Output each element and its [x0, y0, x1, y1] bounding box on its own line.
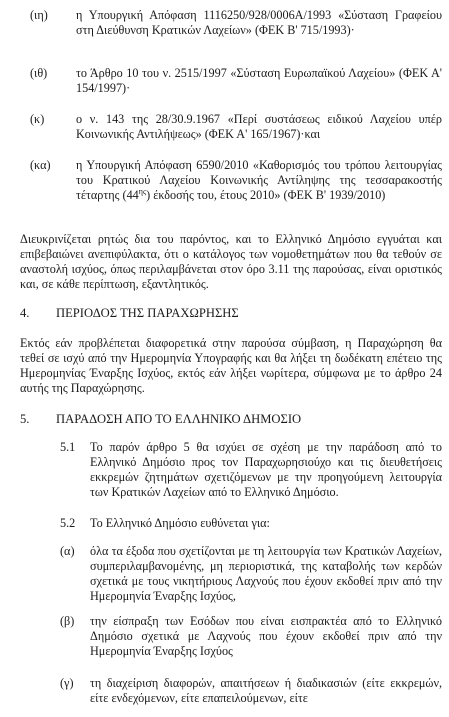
- section-title: ΠΑΡΑΔΟΣΗ ΑΠΟ ΤΟ ΕΛΛΗΝΙΚΟ ΔΗΜΟΣΙΟ: [56, 412, 302, 426]
- sub-item-label: (β): [60, 614, 75, 628]
- sub-list-item: [60, 544, 442, 604]
- ordinal-superscript: ης: [138, 186, 147, 196]
- item-label: (ιη): [30, 8, 48, 22]
- list-item: [30, 66, 442, 96]
- clause-number: 5.1: [60, 440, 76, 454]
- clause-text: Το παρόν άρθρο 5 θα ισχύει σε σχέση με την παράδοση από το Ελληνικό Δημόσιο προς τον Παραχωρησιούχο και τις διευθετήσεις εκκρεμών ζητημάτων σχετιζόμενων με την προηγούμενη λειτουργία των Κρατικών Λαχείων από το Ελληνικό Δημόσιο.: [90, 440, 442, 499]
- item-text: η Υπουργική Απόφαση 6590/2010 «Καθορισμός του τρόπου λειτουργίας του Κρατικού Λαχείου Κοινωνικής Αντίληψης της τεσσαρακοστής τέταρτης $(44^{\eta\varsigma})$ έκδοσής του, έτους 2010» (ΦΕΚ Β' 1939/2010): [76, 158, 442, 202]
- item-label: (ιθ): [30, 66, 48, 80]
- sub-list-item: [60, 614, 442, 659]
- item-text: ο ν. 143 της 28/30.9.1967 «Περί συστάσεως ειδικού Λαχείου υπέρ Κοινωνικής Αντιλήψεως» (ΦΕΚ Α' 165/1967)·και: [76, 112, 442, 141]
- clause: [60, 440, 442, 500]
- clause-text: Το Ελληνικό Δημόσιο ευθύνεται για:: [90, 516, 270, 530]
- sub-list-item: [60, 676, 442, 706]
- list-item: [30, 158, 442, 203]
- clause-number: 5.2: [60, 516, 76, 530]
- list-item: [30, 8, 442, 38]
- list-item: [30, 112, 442, 142]
- item-text: η Υπουργική Απόφαση 1116250/928/0006Α/1993 «Σύσταση Γραφείου στη Διεύθυνση Κρατικών Λαχείων» (ΦΕΚ Β' 715/1993)·: [76, 8, 442, 37]
- section-body: Εκτός εάν προβλέπεται διαφορετικά στην παρούσα σύμβαση, η Παραχώρηση θα τεθεί σε ισχύ από την Ημερομηνία Υπογραφής και θα λήξει τη δωδέκατη επέτειο της Ημερομηνίας Έναρξης Ισχύος, εκτός εάν λήξει νωρίτερα, σύμφωνα με το άρθρο 24 αυτής της Παραχώρησης.: [20, 336, 442, 395]
- clause: [60, 516, 442, 531]
- item-label: (κ): [30, 112, 45, 126]
- section-number: 4.: [20, 306, 30, 320]
- section-heading: [20, 412, 442, 427]
- clarification-paragraph: Διευκρινίζεται ρητώς δια του παρόντος, και το Ελληνικό Δημόσιο εγγυάται και επιβεβαιώνει ανεπιφύλακτα, ότι ο κατάλογος των νομοθετημάτων που θα τεθούν σε αναστολή ισχύος, όπως περιλαμβάνεται στον όρο 3.11 της παρούσας, είναι οριστικός και, σε κάθε περίπτωση, εξαντλητικός.: [20, 232, 442, 291]
- sub-item-text: όλα τα έξοδα που σχετίζονται με τη λειτουργία των Κρατικών Λαχείων, συμπεριλαμβανομένης, μη περιοριστικά, της καταβολής των κερδών σχετικά με τους νικητήριους Λαχνούς που έχουν εκδοθεί πριν από την Ημερομηνία Έναρξης Ισχύος,: [90, 544, 442, 603]
- item-label: (κα): [30, 158, 51, 172]
- section-heading: [20, 306, 442, 321]
- sub-item-label: (α): [60, 544, 75, 558]
- sub-item-label: (γ): [60, 676, 74, 690]
- sub-item-text: την είσπραξη των Εσόδων που είναι εισπρακτέα από το Ελληνικό Δημόσιο σχετικά με Λαχνούς που έχουν εκδοθεί πριν από την Ημερομηνία Έναρξης Ισχύος: [90, 614, 442, 658]
- sub-item-text: τη διαχείριση διαφορών, απαιτήσεων ή διαδικασιών (είτε εκκρεμών, είτε ενδεχόμενων, είτε επαπειλούμενων, είτε: [90, 676, 442, 705]
- section-number: 5.: [20, 412, 30, 426]
- item-text: το Άρθρο 10 του ν. 2515/1997 «Σύσταση Ευρωπαϊκού Λαχείου» (ΦΕΚ Α' 154/1997)·: [76, 66, 442, 95]
- section-title: ΠΕΡΙΟΔΟΣ ΤΗΣ ΠΑΡΑΧΩΡΗΣΗΣ: [56, 306, 239, 320]
